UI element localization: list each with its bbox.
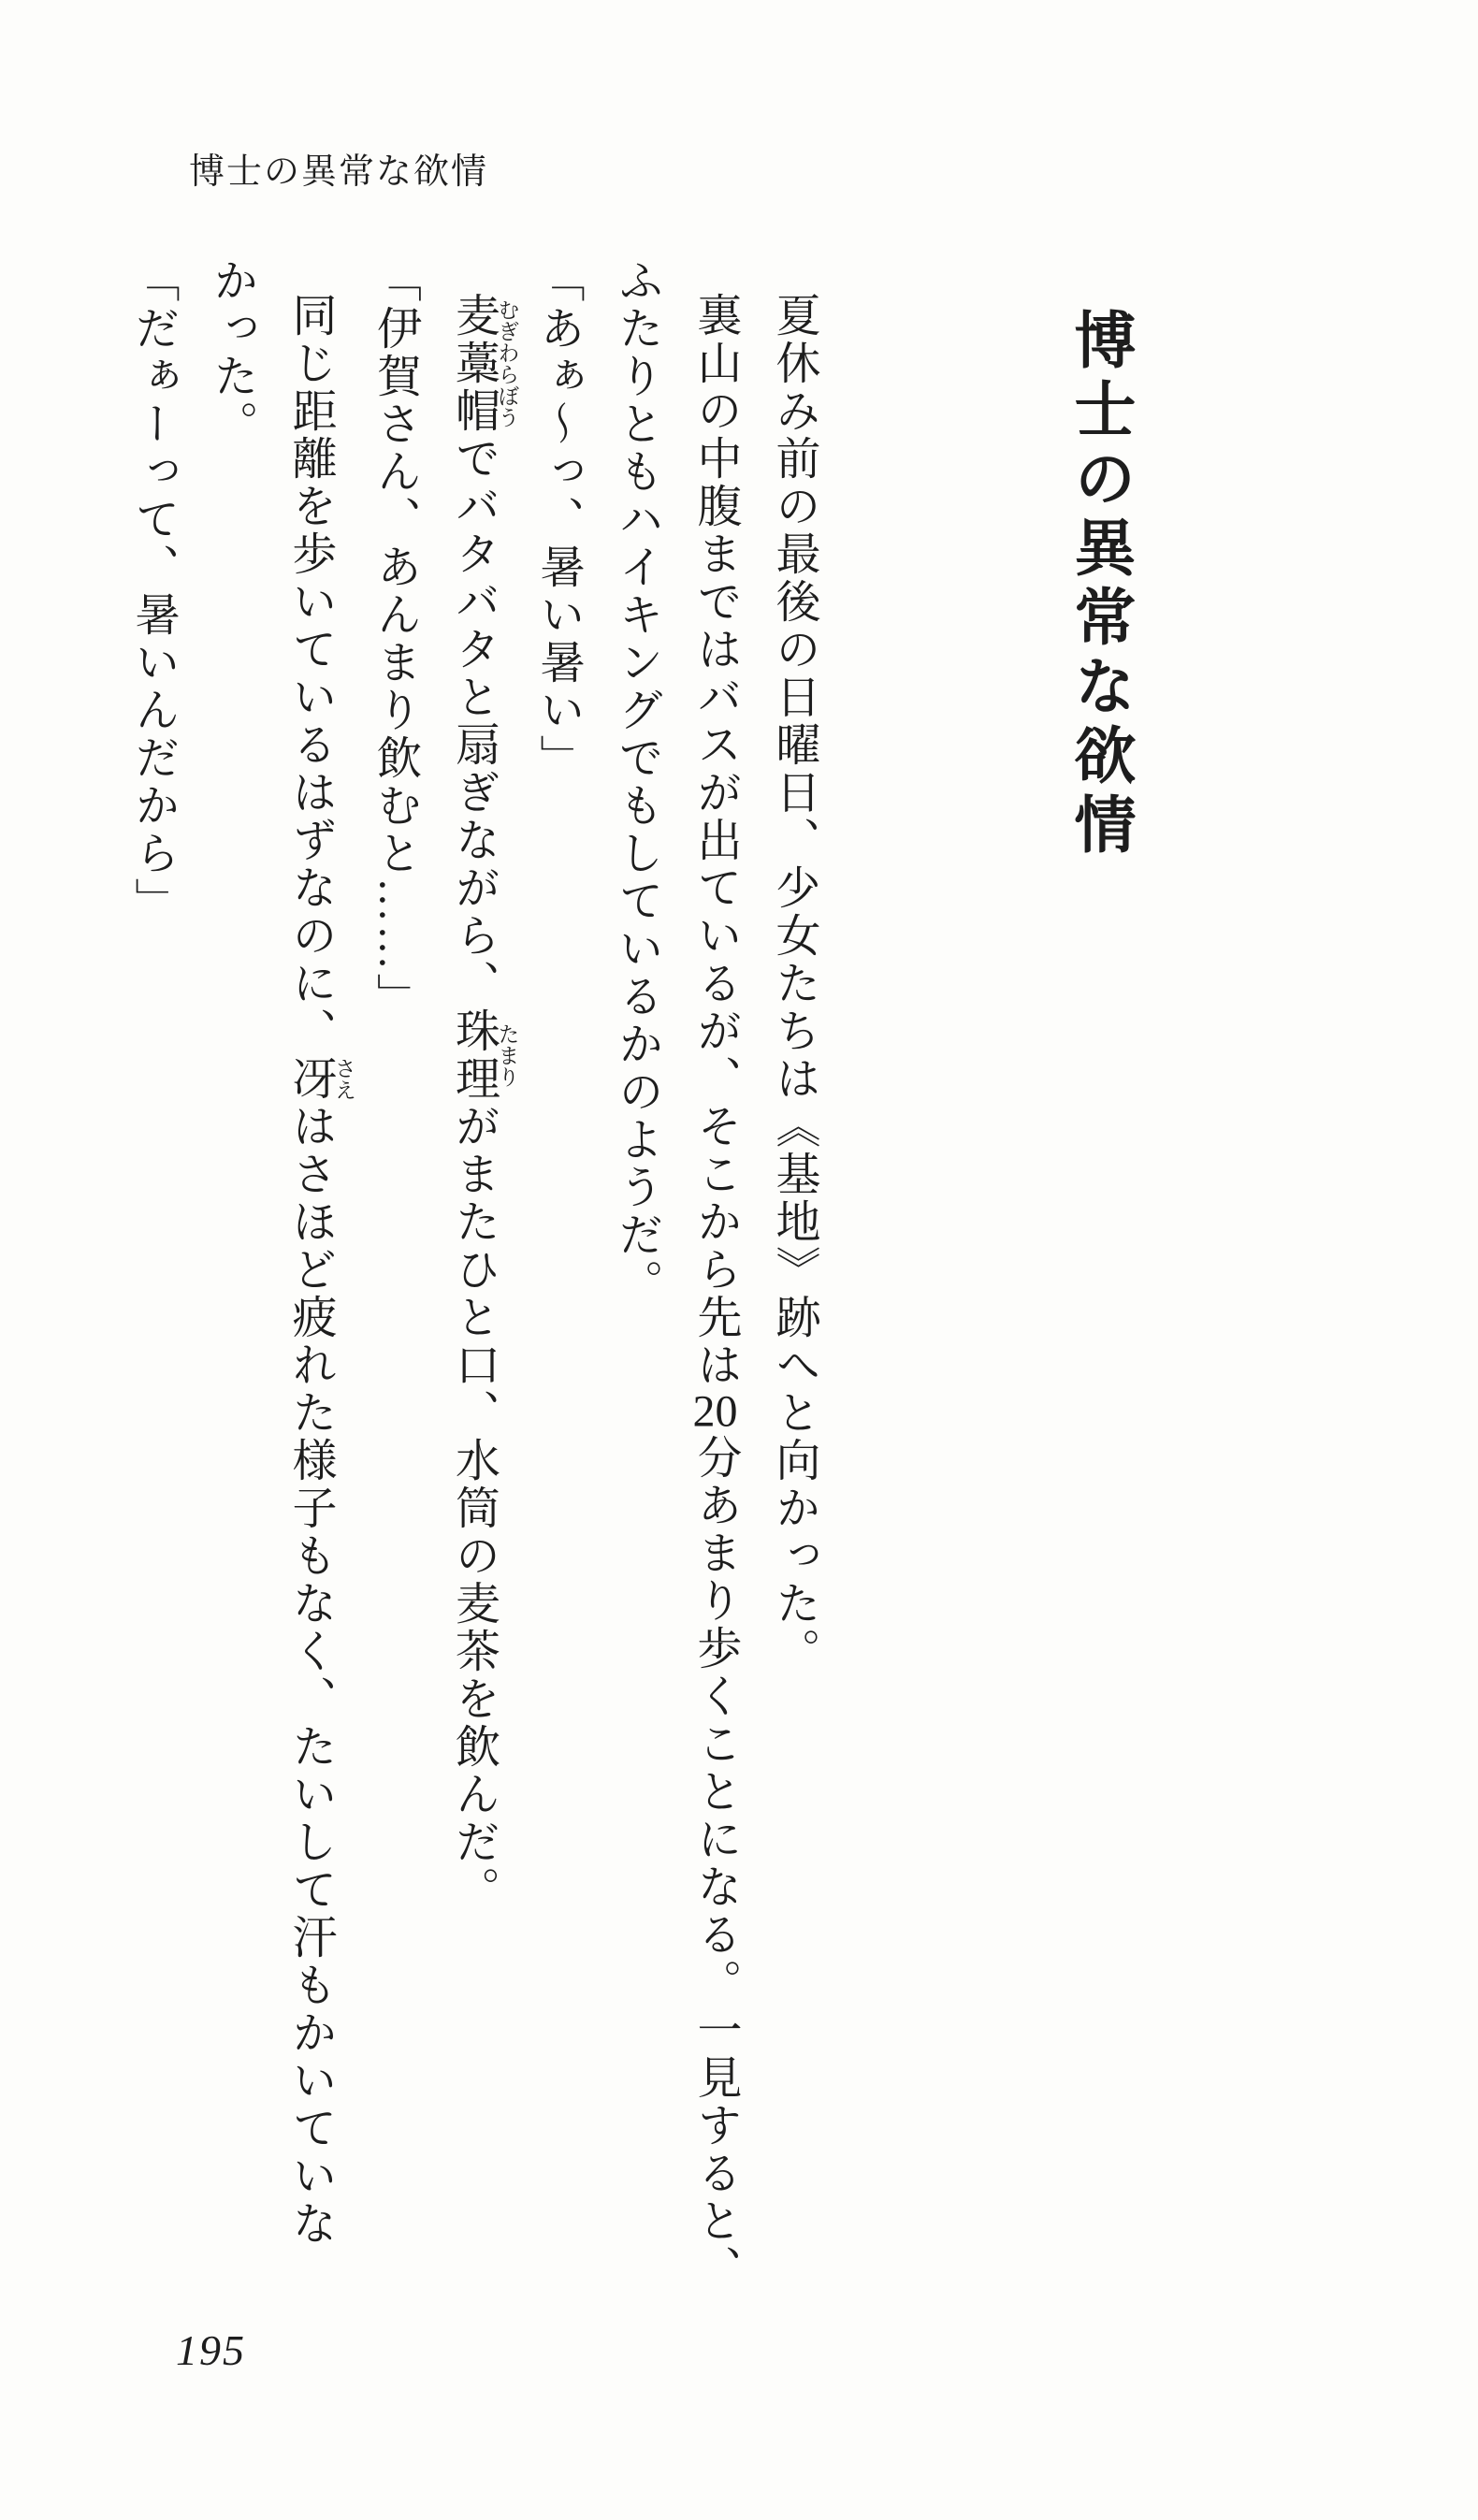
running-header: 博士の異常な欲情 xyxy=(189,152,489,192)
paragraph xyxy=(434,257,519,2315)
text-run: 同じ距離を歩いているはずなのに、 xyxy=(285,292,335,1055)
paragraph xyxy=(518,257,597,2315)
paragraph xyxy=(113,257,192,2315)
text-run: 分あまり歩くことになる。一見すると、 xyxy=(690,1434,740,2293)
text-run: 「伊賀さん、あんまり飲むと……」 xyxy=(370,257,420,1021)
paragraph xyxy=(192,257,355,2315)
paragraph xyxy=(754,257,833,2315)
text-run: かった。 xyxy=(207,257,256,448)
page-number: 195 xyxy=(176,2326,246,2374)
ruby-annotated-text: 珠理たまり xyxy=(448,1007,519,1103)
vertical-text-block xyxy=(113,257,1141,2315)
chapter-title: 博士の異常な欲情 xyxy=(1065,308,1133,862)
tatechuyoko-number: 20 xyxy=(692,1389,738,1434)
text-run: はさほど疲れた様子もなく、たいして汗もかいていな xyxy=(285,1103,335,2248)
text-run: 「だぁーって、暑いんだから」 xyxy=(128,257,178,925)
paragraph xyxy=(355,257,434,2315)
text-run: 裏山の中腹まではバスが出ているが、そこから先は xyxy=(690,292,740,1389)
ruby-annotated-text: 冴さえ xyxy=(285,1055,355,1103)
text-run: 「あぁ～っ、暑い暑い」 xyxy=(533,257,583,782)
text-run: 夏休み前の最後の日曜日、少女たちは《基地》跡へと向かった。 xyxy=(769,292,819,1675)
body-text xyxy=(113,257,833,2315)
text-run: でバタバタと扇ぎながら、 xyxy=(448,435,499,1007)
text-run: ふたりともハイキングでもしているかのようだ。 xyxy=(612,257,661,1307)
text-run: がまたひと口、水筒の麦茶を飲んだ。 xyxy=(448,1103,499,1914)
ruby-annotated-text: 麦藁帽むぎわらぼう xyxy=(448,292,519,435)
paragraph xyxy=(597,257,754,2315)
